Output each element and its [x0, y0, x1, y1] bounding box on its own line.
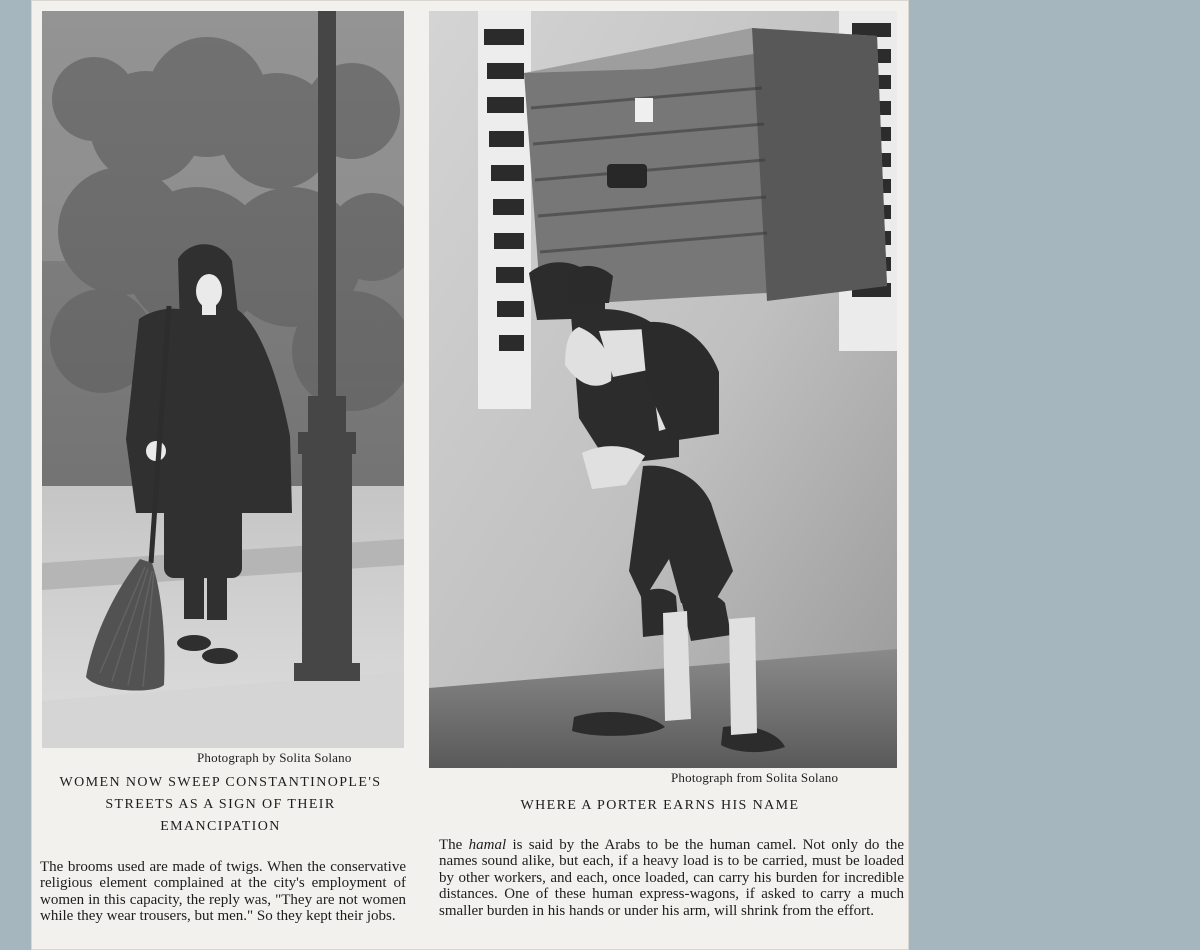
right-article-body-rest: is said by the Arabs to be the human camel. Not only do the names sound alike, but each, if a heavy load is to be carried, must be loaded by other workers, and each, once loaded, can carry his burden for incredible distances. One of these human express-wagons, if asked to carry a much smaller burden in his hands or under his arm, will shrink from the effort.	[439, 837, 905, 919]
magazine-page	[31, 0, 909, 950]
right-article-headline: WHERE A PORTER EARNS HIS NAME	[520, 798, 800, 813]
left-article-body: The brooms used are made of twigs. When the conservative religious element complained at the city's employment of women in this capacity, the reply was, "They are not women while they wear trousers, but men." So they kept their jobs.	[40, 859, 406, 925]
right-article-body	[439, 837, 904, 919]
left-article-headline: WOMEN NOW SWEEP CONSTANTINOPLE'S STREETS AS A SIGN OF THEIR EMANCIPATION	[59, 775, 382, 834]
right-article-body-intro: The	[439, 837, 469, 853]
porter-carrying-box-photo	[429, 11, 897, 768]
hamal-term: hamal	[468, 837, 507, 853]
woman-sweeping-photo	[42, 11, 404, 748]
right-photo-credit: Photograph from Solita Solano	[671, 770, 839, 785]
left-photo-credit: Photograph by Solita Solano	[197, 750, 352, 765]
